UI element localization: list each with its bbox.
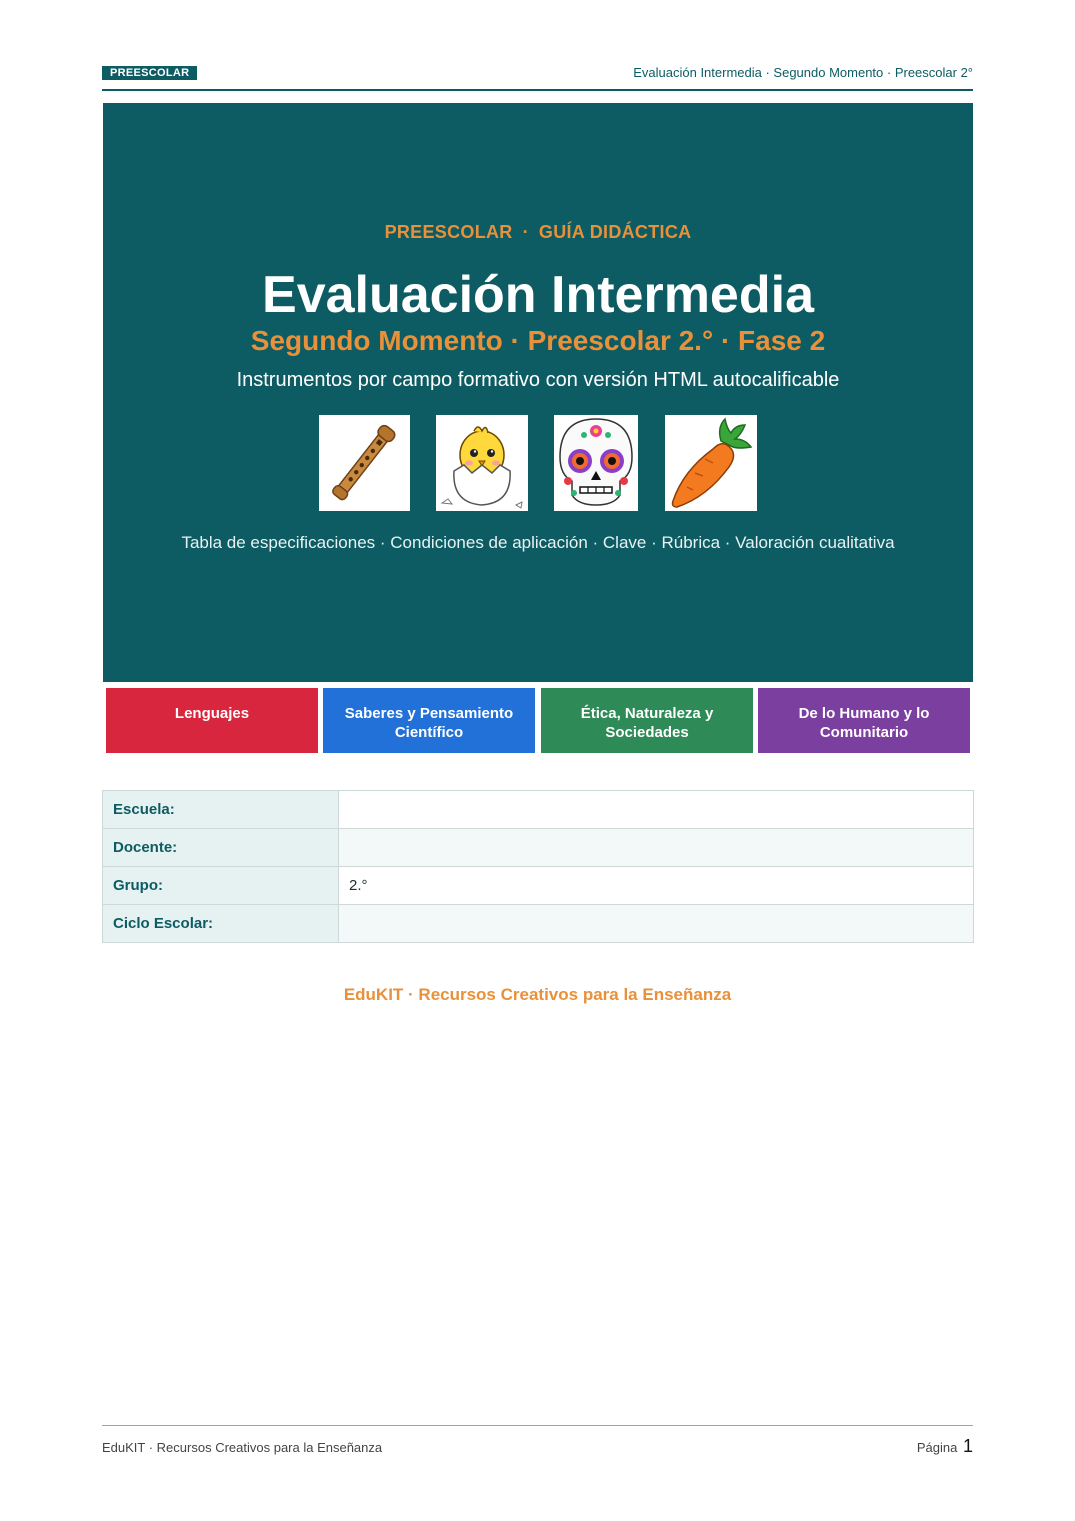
info-label: Docente: <box>103 829 339 867</box>
page-footer <box>102 1425 973 1456</box>
level-tag: PREESCOLAR <box>102 66 197 80</box>
running-header <box>102 64 973 91</box>
info-label: Grupo: <box>103 867 339 905</box>
page-number: 1 <box>962 1436 973 1456</box>
info-table <box>102 790 974 943</box>
flute-image <box>319 415 410 511</box>
kicker-level: PREESCOLAR <box>384 222 513 242</box>
school-year-field[interactable] <box>339 905 974 943</box>
cover-subtitle: Segundo Momento · Preescolar 2.° · Fase 2 <box>250 325 826 356</box>
formative-fields <box>106 688 970 753</box>
info-row-teacher <box>103 829 974 867</box>
chick-image <box>436 415 528 511</box>
page-label: Página <box>916 1440 958 1455</box>
field-etica: Ética, Naturaleza y Sociedades <box>541 688 753 753</box>
cover-contents: Tabla de especificaciones · Condiciones de aplicación · Clave · Rúbrica · Valoración cualitativa <box>181 533 895 552</box>
field-humano: De lo Humano y lo Comunitario <box>758 688 970 753</box>
kicker-separator: · <box>522 222 529 242</box>
carrot-icon <box>665 415 757 511</box>
info-row-cycle <box>103 905 974 943</box>
cover-panel <box>103 103 973 682</box>
field-saberes: Saberes y Pensamiento Científico <box>323 688 535 753</box>
cover-lead: Instrumentos por campo formativo con versión HTML autocalificable <box>236 369 840 391</box>
field-lenguajes: Lenguajes <box>106 688 318 753</box>
flute-icon <box>319 415 410 511</box>
info-label: Escuela: <box>103 791 339 829</box>
carrot-image <box>665 415 757 511</box>
cover-kicker <box>103 222 973 243</box>
teacher-field[interactable] <box>339 829 974 867</box>
sugar-skull-image <box>554 415 638 511</box>
info-row-school <box>103 791 974 829</box>
page-indicator <box>917 1436 973 1457</box>
info-row-group <box>103 867 974 905</box>
brand-line: EduKIT · Recursos Creativos para la Enseñanza <box>343 985 732 1004</box>
group-field[interactable]: 2.° <box>339 867 974 905</box>
chick-icon <box>436 415 528 511</box>
info-label: Ciclo Escolar: <box>103 905 339 943</box>
sugar-skull-icon <box>554 415 638 511</box>
kicker-type: GUÍA DIDÁCTICA <box>538 222 692 242</box>
footer-brand: EduKIT · Recursos Creativos para la Enseñanza <box>102 1440 383 1455</box>
cover-image-row <box>103 415 973 512</box>
school-field[interactable] <box>339 791 974 829</box>
running-header-title: Evaluación Intermedia · Segundo Momento · Preescolar 2° <box>633 65 973 80</box>
cover-title: Evaluación Intermedia <box>262 266 814 324</box>
